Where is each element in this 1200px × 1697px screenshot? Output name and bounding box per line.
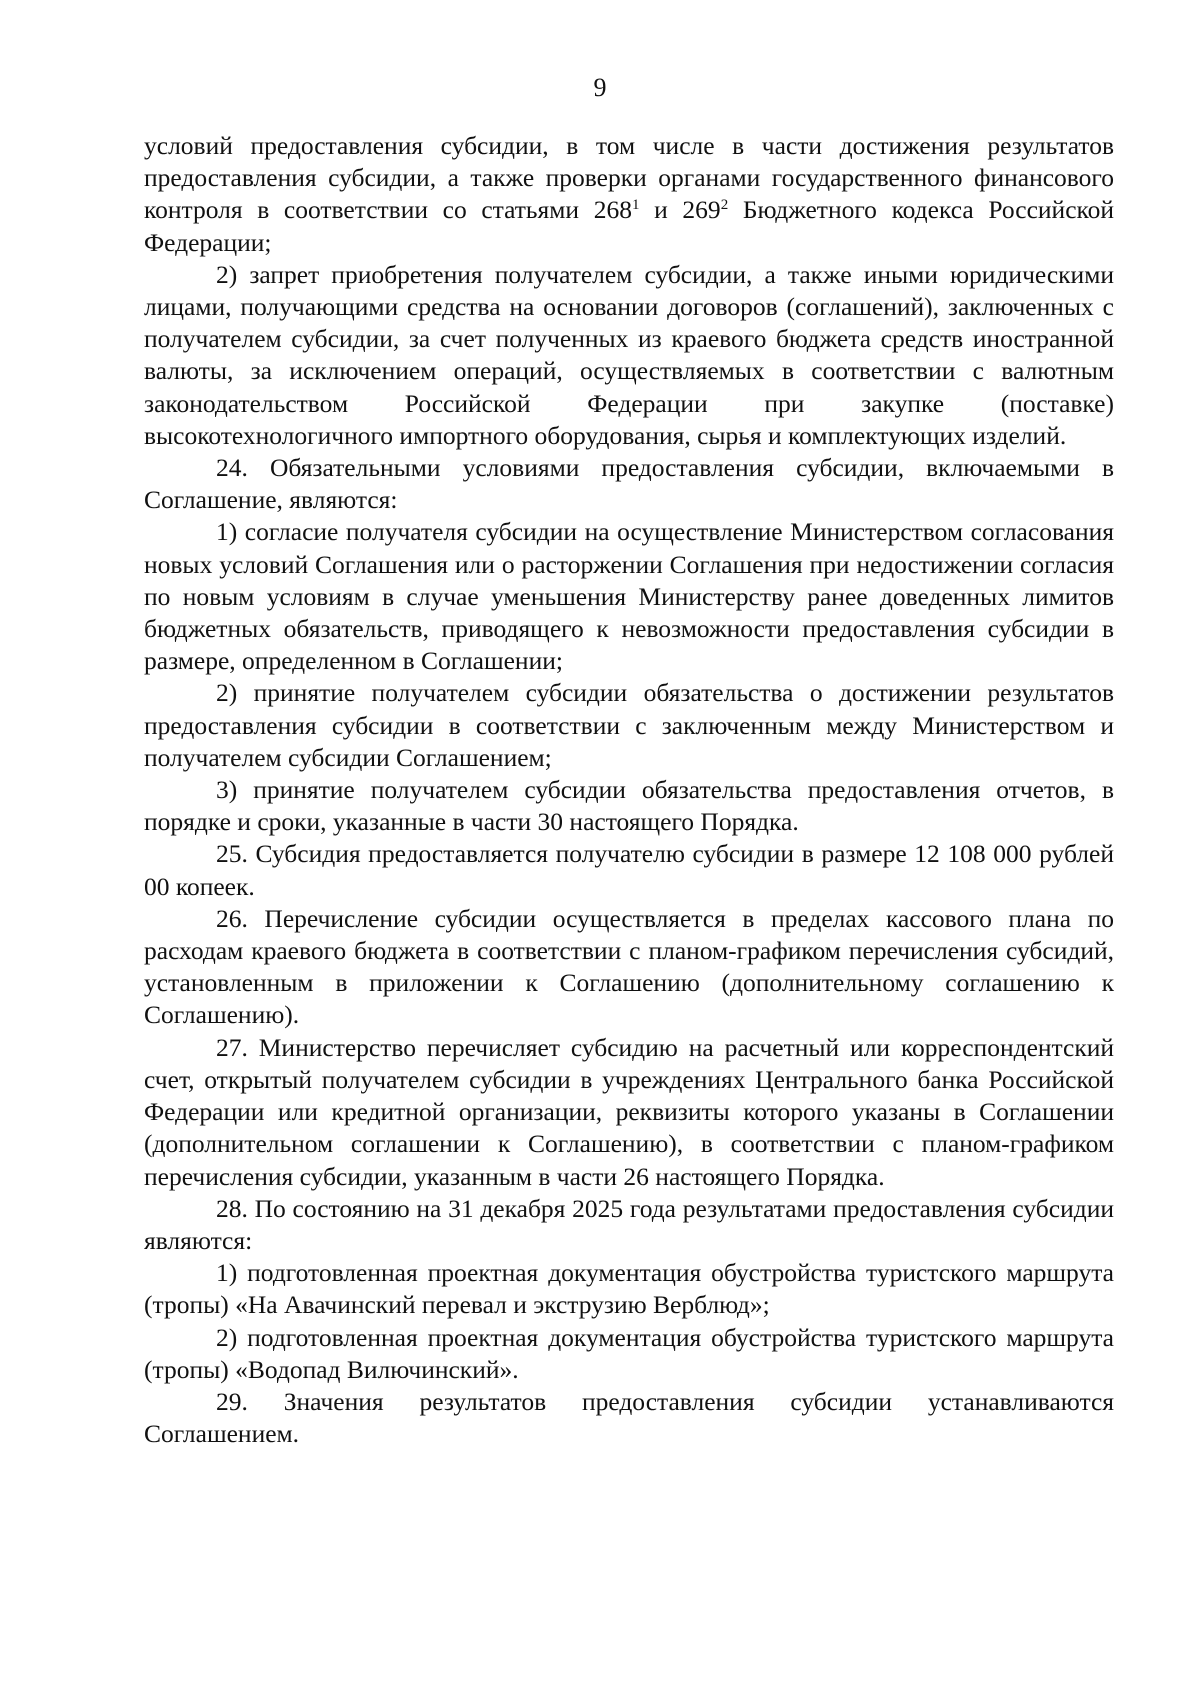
- paragraph-25: 25. Субсидия предоставляется получателю субсидии в размере 12 108 000 рублей 00 копеек.: [144, 839, 1114, 901]
- paragraph-28: 28. По состоянию на 31 декабря 2025 года результатами предоставления субсидии являются:: [144, 1193, 1114, 1255]
- paragraph-24: 24. Обязательными условиями предоставления субсидии, включаемыми в Соглашение, являются:: [144, 453, 1114, 515]
- paragraph-28-item-2: 2) подготовленная проектная документация обустройства туристского маршрута (тропы) «Водопад Вилючинский».: [144, 1322, 1114, 1384]
- paragraph-27: 27. Министерство перечисляет субсидию на расчетный или корреспондентский счет, открытый получателем субсидии в учреждениях Центрального банка Российской Федерации или кредитной организации, реквизиты которого указаны в Соглашении (дополнительном соглашении к Соглашению), в соответствии с планом-графиком перечисления субсидии, указанным в части 26 настоящего Порядка.: [144, 1032, 1114, 1191]
- document-body: [144, 130, 1114, 1450]
- paragraph-24-item-1: 1) согласие получателя субсидии на осуществление Министерством согласования новых условий Соглашения или о расторжении Соглашения при недостижении согласия по новым условиям в случае уменьшения Министерству ранее доведенных лимитов бюджетных обязательств, приводящего к невозможности предоставления субсидии в размере, определенном в Соглашении;: [144, 517, 1114, 676]
- paragraph-24-item-3: 3) принятие получателем субсидии обязательства предоставления отчетов, в порядке и сроки, указанные в части 30 настоящего Порядка.: [144, 775, 1114, 837]
- paragraph-29: 29. Значения результатов предоставления субсидии устанавливаются Соглашением.: [144, 1386, 1114, 1449]
- paragraph-text: и 269: [639, 195, 721, 225]
- page-number: 9: [593, 73, 607, 102]
- superscript: 2: [720, 197, 729, 214]
- paragraph-26: 26. Перечисление субсидии осуществляется в пределах кассового плана по расходам краевого бюджета в соответствии с планом-графиком перечисления субсидий, установленным в приложении к Соглашению (дополнительному соглашению к Соглашению).: [144, 903, 1114, 1030]
- paragraph-28-item-1: 1) подготовленная проектная документация обустройства туристского маршрута (тропы) «На Авачинский перевал и экструзию Верблюд»;: [144, 1258, 1114, 1320]
- paragraph-text: условий предоставления субсидии, в том числе в части достижения результатов предоставления субсидии, а также проверки органами государственного финансового контроля в соответствии со статьями 268: [144, 131, 1114, 225]
- paragraph-24-item-2: 2) принятие получателем субсидии обязательства о достижении результатов предоставления субсидии в соответствии с заключенным между Министерством и получателем субсидии Соглашением;: [144, 678, 1114, 772]
- superscript: 1: [631, 197, 640, 214]
- paragraph-continuation: [144, 130, 1114, 259]
- paragraph-item-2-ban: 2) запрет приобретения получателем субсидии, а также иными юридическими лицами, получающими средства на основании договоров (соглашений), заключенных с получателем субсидии, за счет полученных из краевого бюджета средств иностранной валюты, за исключением операций, осуществляемых в соответствии с валютным законодательством Российской Федерации при закупке (поставке) высокотехнологичного импортного оборудования, сырья и комплектующих изделий.: [144, 259, 1114, 450]
- paragraph-text: Бюджетного кодекса Российской Федерации;: [144, 195, 1114, 257]
